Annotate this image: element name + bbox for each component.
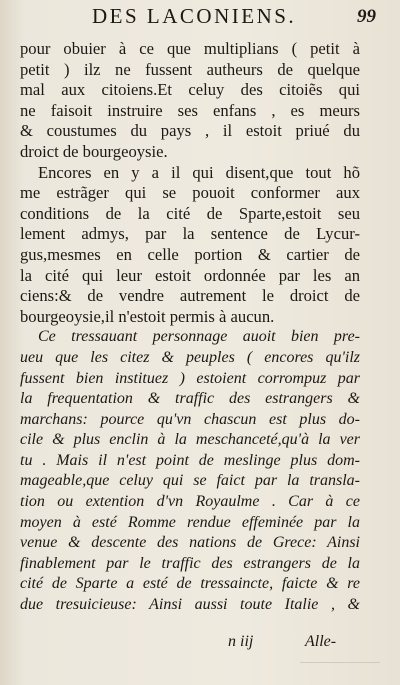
text-line: ne faisoit instruire ses enfans , es meurs	[20, 100, 360, 120]
text-line: ciens:& de vendre autrement le droict de	[20, 286, 360, 306]
catchword: Alle-	[305, 633, 337, 650]
text-line: petit ) ilz ne fussent autheurs de quelque	[20, 59, 360, 79]
italic-text-line: due tresuicieuse: Ainsi aussi toute Italie , &	[20, 596, 360, 614]
running-title: DES LACONIENS.	[92, 4, 297, 28]
text-line: me estrãger qui se pouoit conformer aux	[20, 183, 360, 203]
running-head	[0, 4, 400, 34]
italic-text-line: la frequentation & traffic des estrangers &	[20, 390, 360, 408]
italic-text-line: venue & descente des nations de Grece: Ainsi	[20, 534, 360, 552]
italic-text-line: moyen à esté Romme rendue effeminée par la	[20, 513, 360, 531]
text-line: pour obuier à ce que multiplians ( petit à	[20, 39, 360, 58]
text-line: la cité qui leur estoit ordonnée par les an	[20, 265, 360, 285]
italic-text-line: tu . Mais il n'est point de meslinge plus dom-	[20, 451, 360, 469]
signature-mark: n iij	[228, 633, 254, 650]
main-text	[20, 39, 360, 616]
text-line: lement admys, par la sentence de Lycur-	[20, 224, 360, 244]
italic-text-line: cile & plus enclin à la meschanceté,qu'à la ver	[20, 431, 360, 449]
italic-text-line: ueu que les citez & peuples ( encores qu'ilz	[20, 348, 360, 366]
text-line: bourgeoysie,il n'estoit permis à aucun.	[20, 306, 275, 326]
italic-text-line: finablement par le traffic des estrangers de la	[20, 554, 360, 572]
italic-text-line: marchans: pource qu'vn chascun est plus do-	[20, 410, 360, 428]
page-number: 99	[357, 6, 376, 27]
text-line: conditions de la cité de Sparte,estoit seu	[20, 203, 360, 223]
italic-text-line: cité de Sparte a esté de tressaincte, faicte & re	[20, 575, 360, 593]
italic-text-line: fussent bien instituez ) estoient corrompuz par	[20, 369, 360, 387]
text-line: droict de bourgeoysie.	[20, 141, 168, 161]
italic-text-line: mageable,que celuy qui se faict par la transla-	[20, 472, 360, 490]
text-line: gus,mesmes en celle portion & cartier de	[20, 244, 360, 264]
library-stamp-trace	[300, 662, 380, 681]
paragraph-first-line: Encores en y a il qui disent,que tout hõ	[38, 162, 360, 182]
text-line: & coustumes du pays , il estoit priué du	[20, 121, 360, 141]
text-line: mal aux citoiens.Et celuy des citoiẽs qui	[20, 80, 360, 100]
italic-text-line: tion ou extention d'vn Royaulme . Car à ce	[20, 493, 360, 511]
italic-paragraph-first-line: Ce tressauant personnage auoit bien pre-	[38, 328, 360, 346]
